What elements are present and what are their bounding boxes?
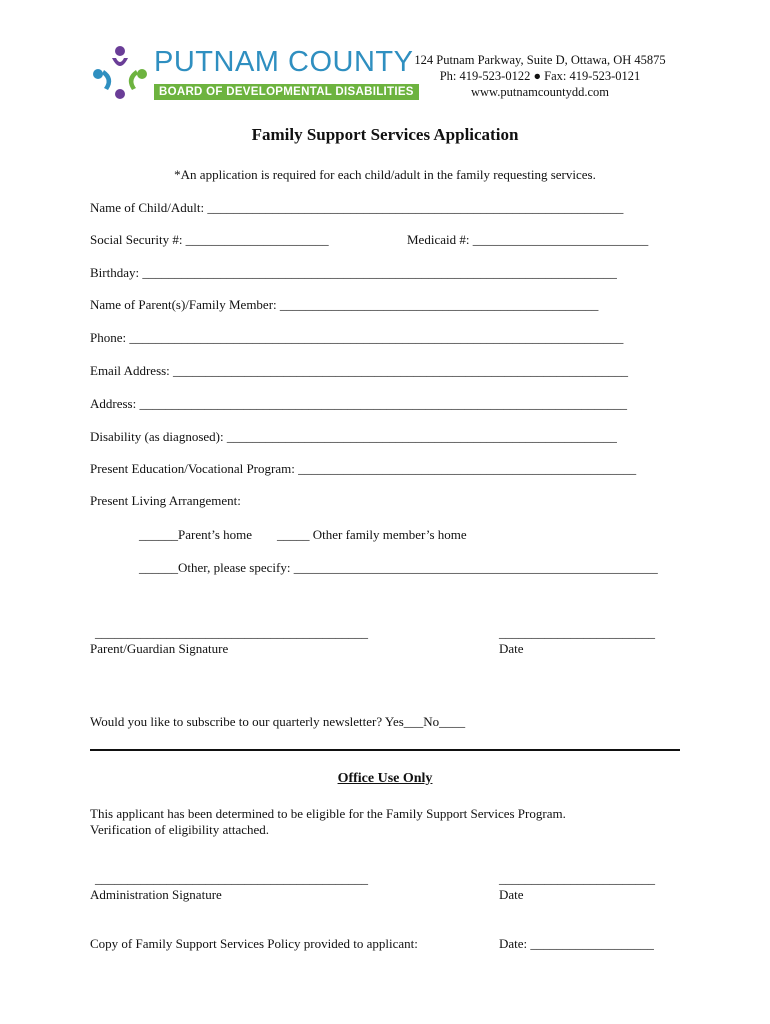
field-parent[interactable]: Name of Parent(s)/Family Member: _________________________________________________ (90, 297, 599, 312)
logo (90, 44, 150, 100)
field-education[interactable]: Present Education/Vocational Program: ____________________________________________________ (90, 461, 637, 476)
field-birthday[interactable]: Birthday: _________________________________________________________________________ (90, 265, 617, 280)
admin-signature-label: Administration Signature (90, 887, 222, 902)
admin-date-label: Date (499, 887, 524, 902)
parent-date-line[interactable]: ________________________ (499, 625, 655, 640)
living-option-parent[interactable]: ______Parent’s home (139, 527, 253, 542)
newsletter-question[interactable]: Would you like to subscribe to our quarterly newsletter? Yes___No____ (90, 714, 466, 729)
field-name[interactable]: Name of Child/Adult: ________________________________________________________________ (90, 200, 624, 215)
field-address[interactable]: Address: ___________________________________________________________________________ (90, 396, 627, 411)
eligibility-verification: Verification of eligibility attached. (90, 822, 270, 837)
living-option-other[interactable]: ______Other, please specify: ________________________________________________________ (139, 560, 658, 575)
eligibility-statement: This applicant has been determined to be eligible for the Family Support Services Program. (90, 806, 566, 821)
living-arrangement-label: Present Living Arrangement: (90, 493, 241, 508)
office-use-heading: Office Use Only (337, 771, 433, 786)
living-option-other-family[interactable]: _____ Other family member’s home (277, 527, 467, 542)
parent-signature-label: Parent/Guardian Signature (90, 641, 229, 656)
field-ssn[interactable]: Social Security #: ______________________ (90, 232, 329, 247)
logo-mark-icon (90, 44, 150, 100)
page-title: Family Support Services Application (251, 125, 519, 144)
field-email[interactable]: Email Address: ______________________________________________________________________ (90, 363, 629, 378)
field-medicaid[interactable]: Medicaid #: ___________________________ (407, 232, 649, 247)
org-phone-fax: Ph: 419-523-0122 ● Fax: 419-523-0121 (439, 69, 641, 83)
admin-date-line[interactable]: ________________________ (499, 871, 655, 886)
org-subtitle: BOARD OF DEVELOPMENTAL DISABILITIES (154, 84, 419, 100)
org-address: 124 Putnam Parkway, Suite D, Ottawa, OH 45875 (414, 53, 666, 67)
policy-statement: Copy of Family Support Services Policy provided to applicant: (90, 936, 418, 951)
parent-date-label: Date (499, 641, 524, 656)
section-divider (90, 749, 680, 751)
field-phone[interactable]: Phone: ____________________________________________________________________________ (90, 330, 624, 345)
policy-date-field[interactable]: Date: ___________________ (499, 936, 654, 951)
application-note: *An application is required for each child/adult in the family requesting services. (174, 167, 596, 182)
field-disability[interactable]: Disability (as diagnosed): ____________________________________________________________ (90, 429, 617, 444)
admin-signature-line[interactable]: __________________________________________ (95, 871, 368, 886)
org-name: PUTNAM COUNTY (154, 46, 414, 78)
org-website: www.putnamcountydd.com (470, 85, 610, 99)
parent-signature-line[interactable]: __________________________________________ (95, 625, 368, 640)
